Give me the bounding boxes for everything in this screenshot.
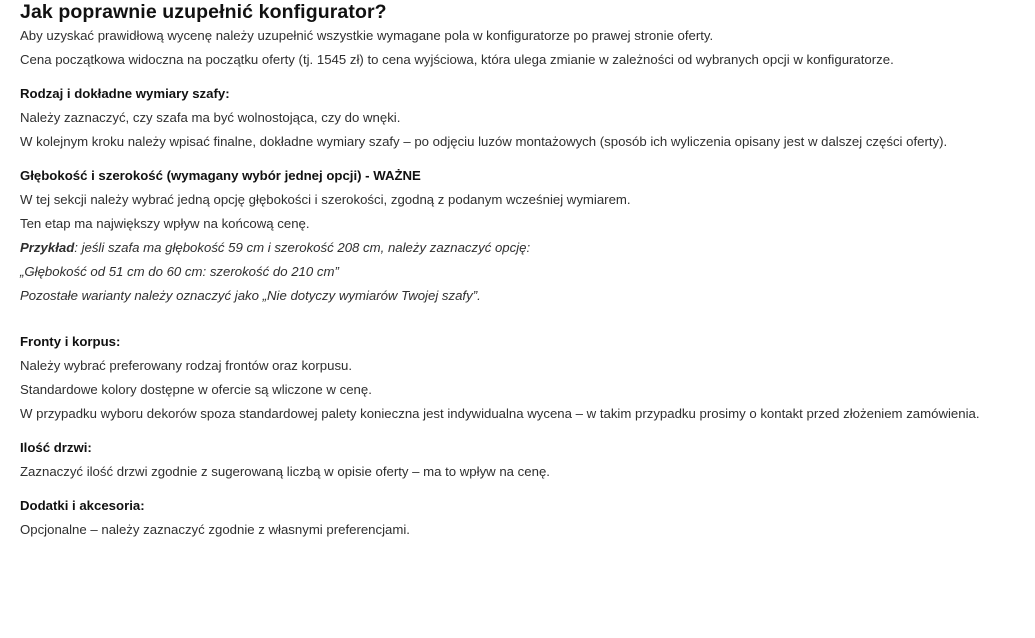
example-option: „Głębokość od 51 cm do 60 cm: szerokość do 210 cm” <box>20 264 339 279</box>
section-text: Należy zaznaczyć, czy szafa ma być wolnostojąca, czy do wnęki. <box>20 110 401 125</box>
section-text: Zaznaczyć ilość drzwi zgodnie z sugerowaną liczbą w opisie oferty – ma to wpływ na cenę. <box>20 464 550 479</box>
section-heading: Fronty i korpus: <box>20 334 121 349</box>
example-text: : jeśli szafa ma głębokość 59 cm i szerokość 208 cm, należy zaznaczyć opcję: <box>74 240 531 255</box>
section-text: Należy wybrać preferowany rodzaj frontów oraz korpusu. <box>20 358 353 373</box>
example-note: Pozostałe warianty należy oznaczyć jako „Nie dotyczy wymiarów Twojej szafy”. <box>20 288 481 303</box>
intro-line-1: Aby uzyskać prawidłową wycenę należy uzupełnić wszystkie wymagane pola w konfiguratorze po prawej stronie oferty. <box>20 28 714 43</box>
section-heading: Ilość drzwi: <box>20 440 92 455</box>
example-label: Przykład <box>20 240 75 255</box>
example-line <box>20 236 1030 260</box>
section-text: W przypadku wyboru dekorów spoza standardowej palety konieczna jest indywidualna wycena – w takim przypadku prosimy o kontakt przed złożeniem zamówienia. <box>20 406 980 421</box>
section-rodzaj <box>20 82 1030 154</box>
section-glebokosc <box>20 164 1030 308</box>
page-title: Jak poprawnie uzupełnić konfigurator? <box>20 1 387 23</box>
section-text: Ten etap ma największy wpływ na końcową cenę. <box>20 216 310 231</box>
section-text: Opcjonalne – należy zaznaczyć zgodnie z własnymi preferencjami. <box>20 522 410 537</box>
section-text: W kolejnym kroku należy wpisać finalne, dokładne wymiary szafy – po odjęciu luzów montażowych (sposób ich wyliczenia opisany jest w dalszej części oferty). <box>20 134 948 149</box>
intro-section <box>20 24 1030 72</box>
section-text: W tej sekcji należy wybrać jedną opcję głębokości i szerokości, zgodną z podanym wcześniej wymiarem. <box>20 192 631 207</box>
section-heading: Dodatki i akcesoria: <box>20 498 145 513</box>
section-heading: Głębokość i szerokość (wymagany wybór jednej opcji) - WAŻNE <box>20 168 421 183</box>
section-text: Standardowe kolory dostępne w ofercie są wliczone w cenę. <box>20 382 372 397</box>
intro-line-2: Cena początkowa widoczna na początku oferty (tj. 1545 zł) to cena wyjściowa, która ulega zmianie w zależności od wybranych opcji w konfiguratorze. <box>20 52 894 67</box>
section-fronty <box>20 330 1030 426</box>
section-heading: Rodzaj i dokładne wymiary szafy: <box>20 86 230 101</box>
configurator-guide <box>20 0 1030 542</box>
section-dodatki <box>20 494 1030 542</box>
section-drzwi <box>20 436 1030 484</box>
